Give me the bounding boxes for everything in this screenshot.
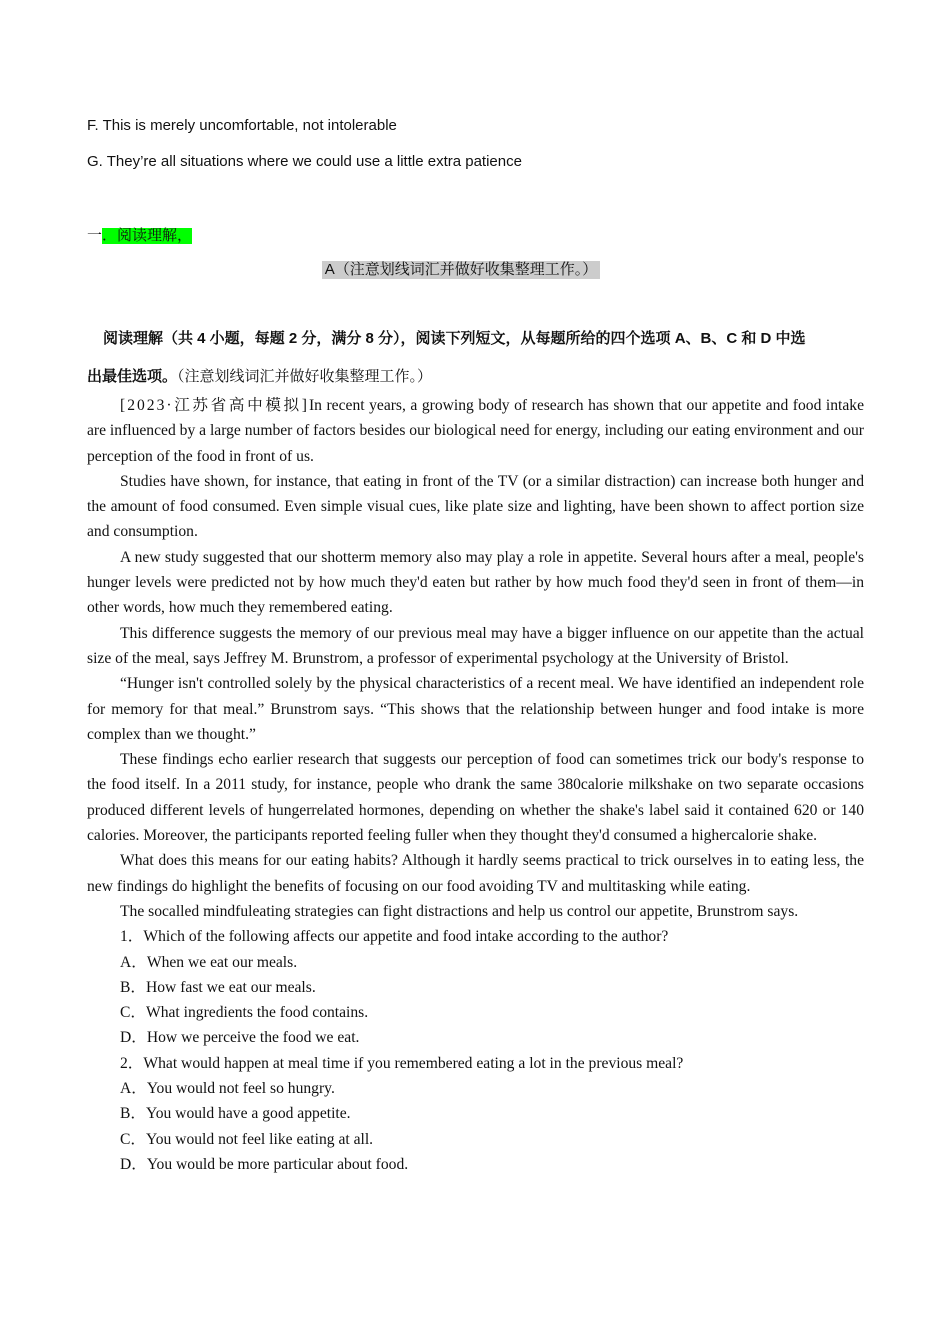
question-2-stem: 2．What would happen at meal time if you remembered eating a lot in the previous meal?	[120, 1054, 684, 1072]
instructions-bold-1: 阅读理解（共 4 小题，每题 2 分，满分 8 分），阅读下列短文，从每题所给的四个选项 A、B、C 和 D 中选	[103, 330, 806, 347]
question-1-option-a: A．When we eat our meals.	[120, 953, 298, 971]
question-2-option-a: A．You would not feel so hungry.	[120, 1080, 335, 1098]
passage-heading-note: （注意划线词汇并做好收集整理工作。）	[334, 262, 598, 278]
passage-heading	[0, 258, 922, 279]
passage-letter: A	[324, 261, 335, 278]
question-1-option-c: C．What ingredients the food contains.	[120, 1004, 369, 1022]
passage-heading-highlight	[322, 261, 601, 279]
paragraph-3: A new study suggested that our shotterm memory also may play a role in appetite. Several hours after a meal, people's hunger levels were predicted not by how much they'd eaten but rather by how much food they'd seen in front of them—in other words, how much they remembered eating.	[87, 548, 864, 617]
paragraph-8: The socalled mindfuleating strategies can fight distractions and help us control our appetite, Brunstrom says.	[120, 902, 799, 920]
section-number: 一	[87, 228, 103, 244]
instructions-bold-2: 出最佳选项。	[87, 368, 178, 385]
paragraph-1	[87, 393, 864, 469]
reading-passage	[87, 393, 864, 1177]
question-2-option-d: D．You would be more particular about food.	[120, 1155, 409, 1173]
paragraph-5: “Hunger isn't controlled solely by the physical characteristics of a recent meal. We have identified an independent role for memory for that meal.” Brunstrom says. “This shows that the relationship between hunger and food intake is more complex than we thought.”	[87, 675, 864, 743]
source-tag: [2023·江苏省高中模拟]	[120, 397, 309, 414]
option-f: F. This is merely uncomfortable, not intolerable	[87, 117, 397, 134]
question-1-option-d: D．How we perceive the food we eat.	[120, 1029, 360, 1047]
paragraph-2: Studies have shown, for instance, that eating in front of the TV (or a similar distraction) can increase both hunger and the amount of food consumed. Even simple visual cues, like plate size and lighting, have been shown to affect portion size and consumption.	[87, 472, 864, 541]
question-2-option-c: C．You would not feel like eating at all.	[120, 1130, 374, 1148]
paragraph-6: These findings echo earlier research that suggests our perception of food can sometimes trick our body's response to the food itself. In a 2011 study, for instance, people who drank the same 380calorie milkshake on two separate occasions produced different levels of hungerrelated hormones, depending on whether the shake's label said it contained 620 or 140 calories. Moreover, the participants reported feeling fuller when they thought they'd consumed a highercalorie shake.	[87, 751, 864, 845]
paragraph-7: What does this means for our eating habits? Although it hardly seems practical to trick ourselves in to eating less, the new findings do highlight the benefits of focusing on our food avoiding TV and multitasking while eating.	[87, 852, 864, 895]
question-2-option-b: B．You would have a good appetite.	[120, 1105, 351, 1123]
option-g: G. They’re all situations where we could use a little extra patience	[87, 153, 522, 170]
paragraph-1-text: In recent years, a growing body of research has shown that our appetite and food intake are influenced by a large number of factors besides our biological need for energy, including our eating environment and our perception of the food in front of us.	[87, 397, 864, 465]
question-1-stem: 1．Which of the following affects our appetite and food intake according to the author?	[120, 928, 669, 946]
paragraph-4: This difference suggests the memory of our previous meal may have a bigger influence on our appetite than the actual size of the meal, says Jeffrey M. Brunstrom, a professor of experimental psychology at the University of Bristol.	[87, 624, 864, 667]
section-heading	[87, 224, 192, 245]
question-1-option-b: B．How fast we eat our meals.	[120, 978, 316, 996]
instructions	[87, 320, 864, 396]
section-title: ．阅读理解，	[102, 228, 193, 244]
instructions-note: （注意划线词汇并做好收集整理工作。）	[177, 369, 433, 385]
